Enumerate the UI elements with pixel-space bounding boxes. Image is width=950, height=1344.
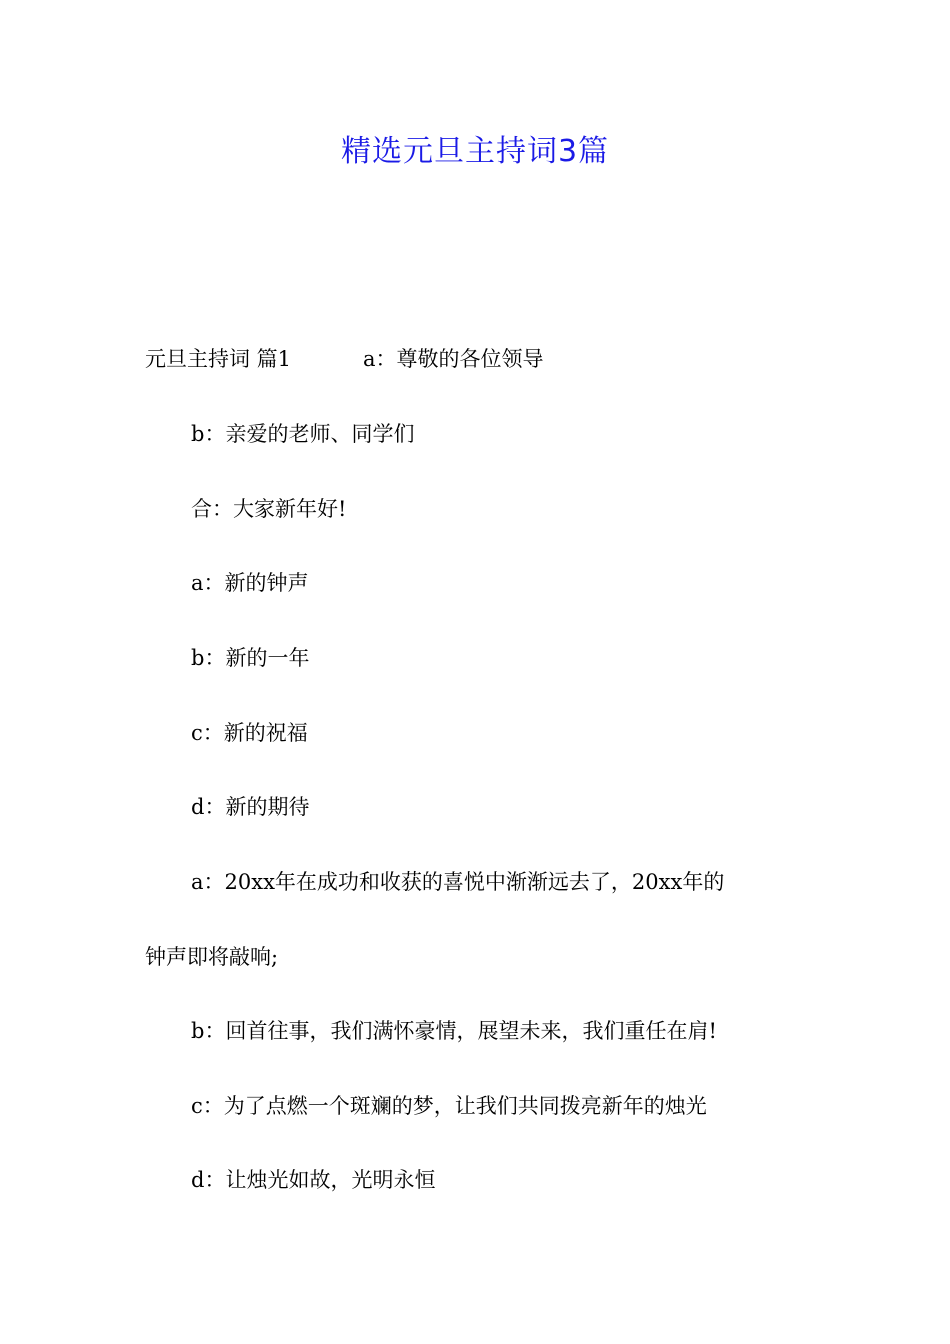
dialogue-line: c：为了点燃一个斑斓的梦，让我们共同拨亮新年的烛光 xyxy=(191,1094,707,1118)
dialogue-line: a：新的钟声 xyxy=(191,571,309,595)
dialogue-line: d：让烛光如故，光明永恒 xyxy=(191,1168,436,1192)
dialogue-line: b：亲爱的老师、同学们 xyxy=(191,422,415,446)
dialogue-line: b：新的一年 xyxy=(191,646,310,670)
dialogue-line: a：尊敬的各位领导 xyxy=(363,347,544,371)
dialogue-line: d：新的期待 xyxy=(191,795,310,819)
section-heading-line xyxy=(145,344,544,374)
section-heading: 元旦主持词 篇1 xyxy=(145,347,292,371)
dialogue-line: c：新的祝福 xyxy=(191,721,308,745)
dialogue-line-continuation: 钟声即将敲响; xyxy=(145,945,279,969)
dialogue-line: b：回首往事，我们满怀豪情，展望未来，我们重任在肩! xyxy=(191,1019,717,1043)
dialogue-line: a：20xx年在成功和收获的喜悦中渐渐远去了，20xx年的 xyxy=(191,870,725,894)
dialogue-line: 合：大家新年好! xyxy=(191,497,347,521)
page-title: 精选元旦主持词3篇 xyxy=(340,134,610,169)
